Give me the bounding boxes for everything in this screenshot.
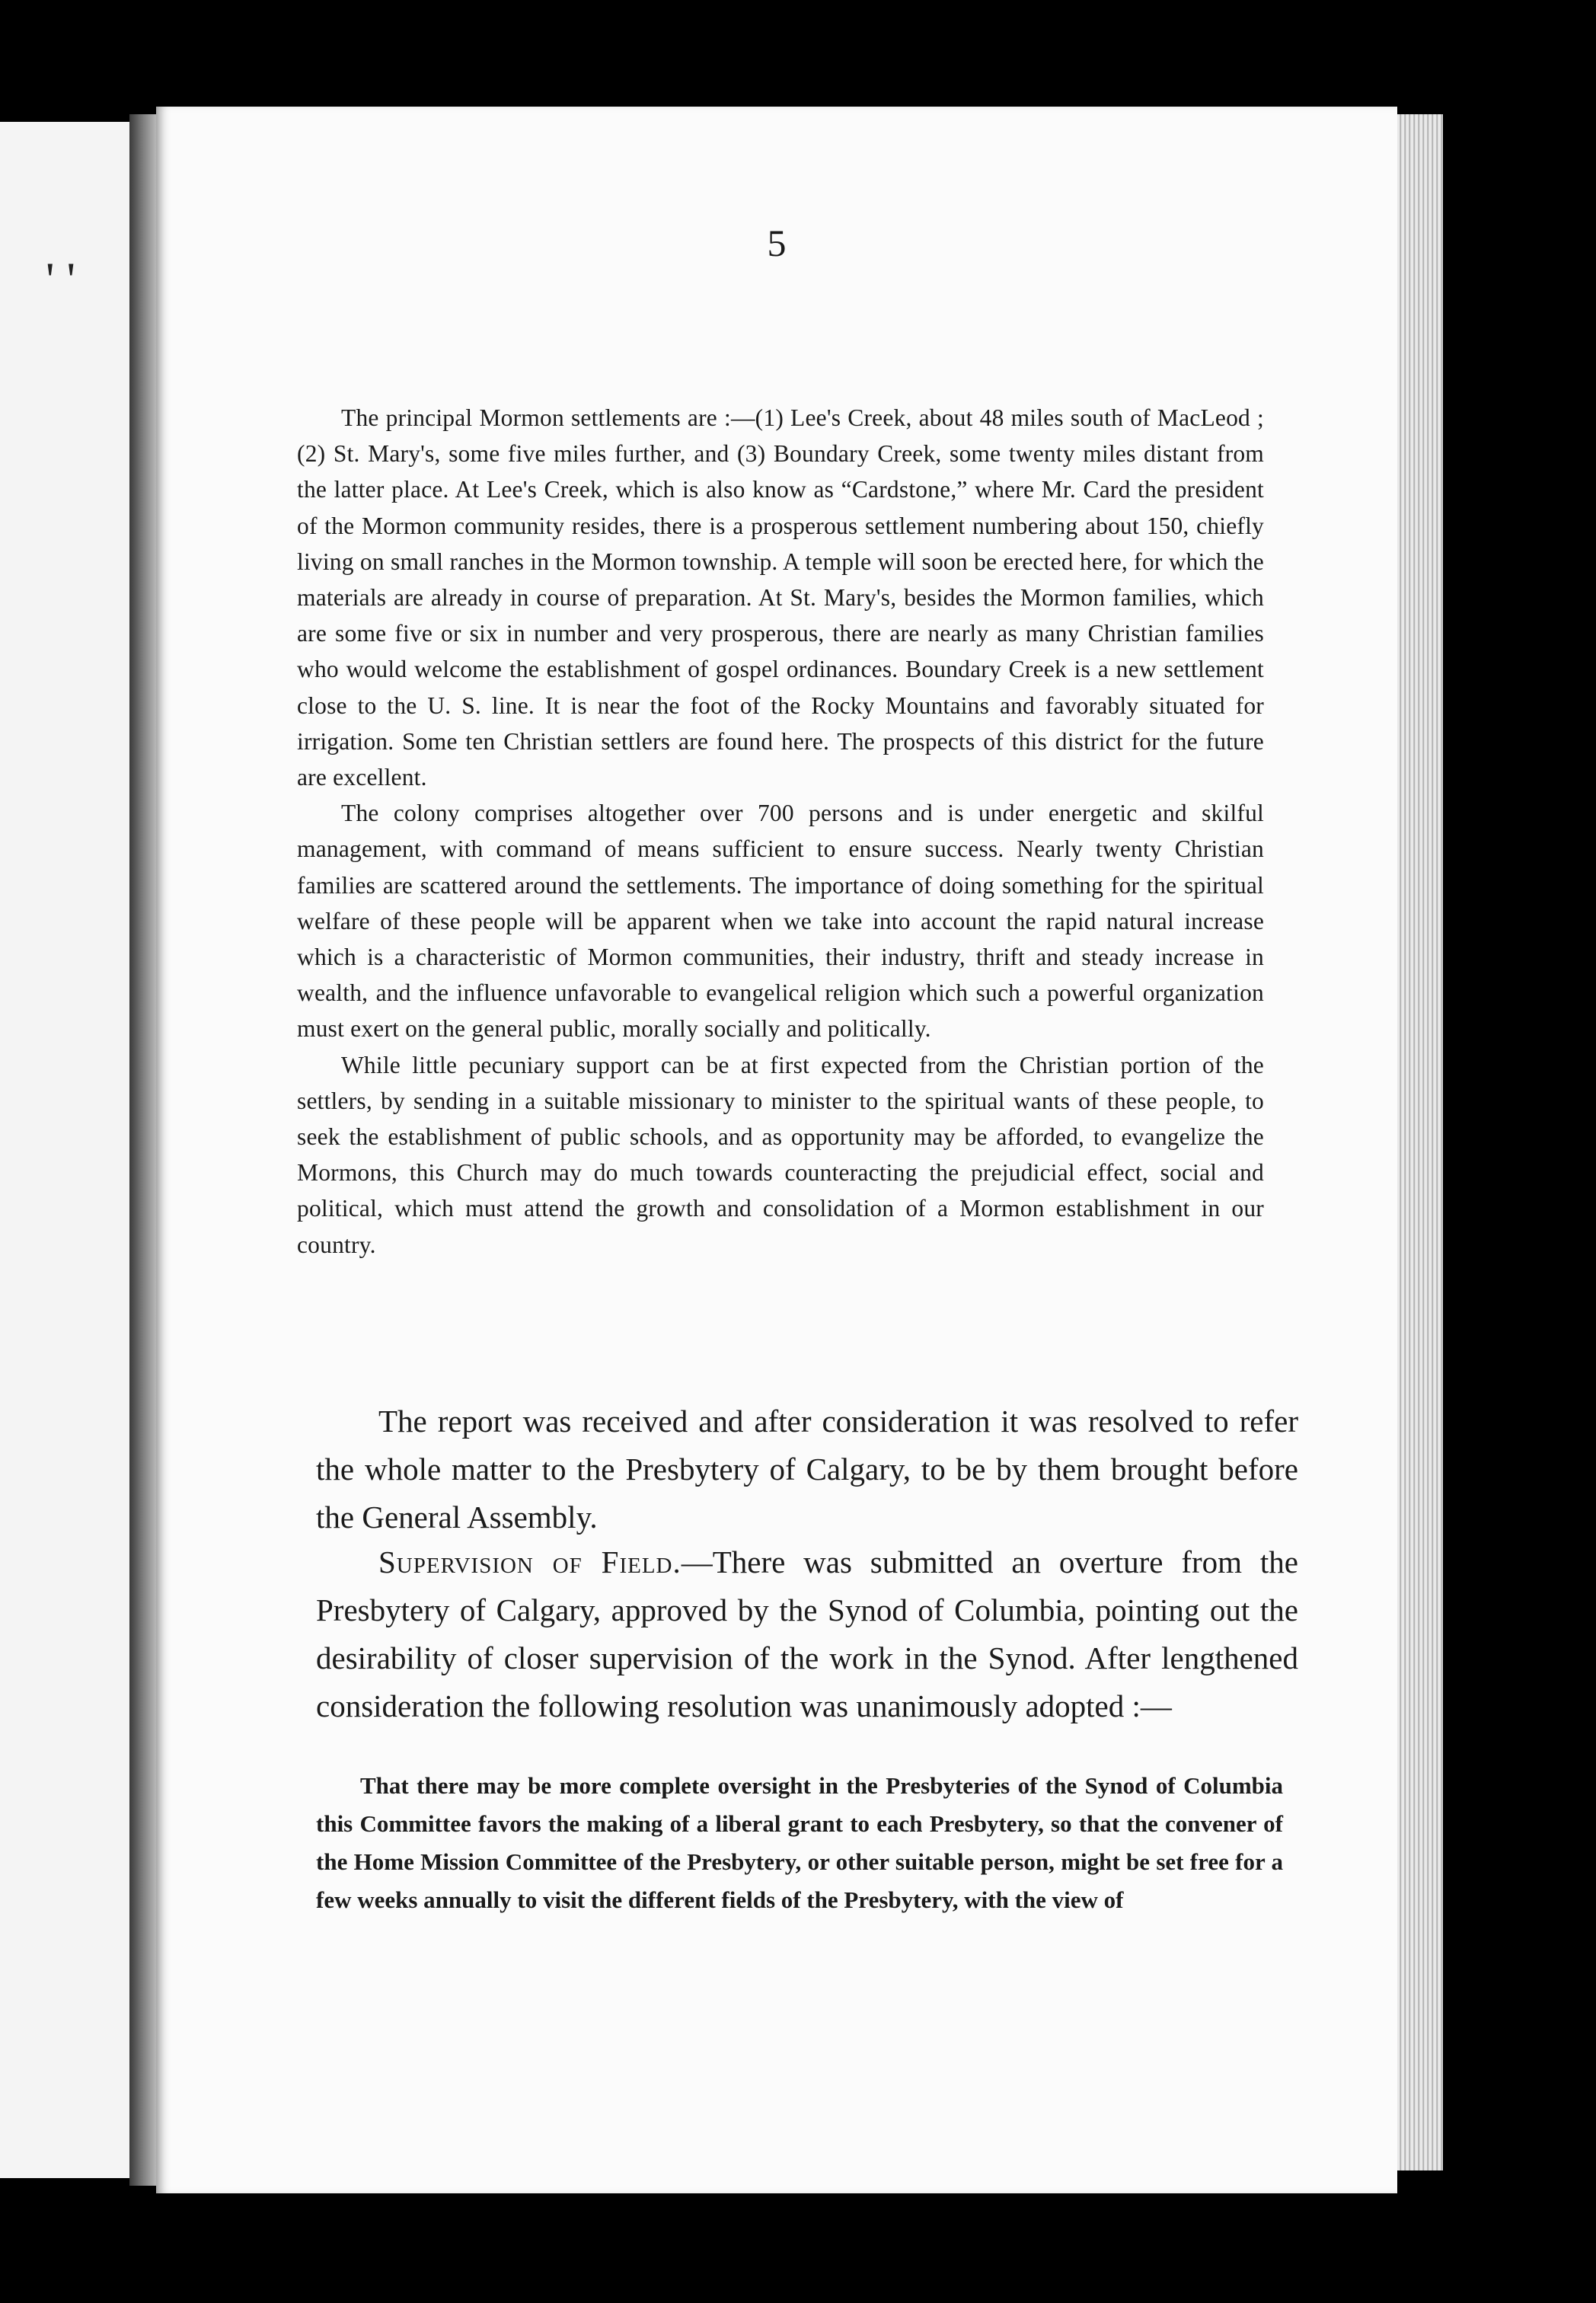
minute-text bbox=[316, 1397, 1298, 1541]
report-paragraph-2: The colony comprises altogether over 700 persons and is under energetic and skilful management, with command of means sufficient to ensure success. Nearly twenty Christian families are scattered around the settlements. The importance of doing something for the spiritual welfare of these people will be apparent when we take into account the rapid natural increase which is a characteristic of Mormon communities, their industry, thrift and steady increase in wealth, and the influence unfavorable to evangelical religion which such a powerful organization must exert on the general public, morally socially and politically. bbox=[297, 800, 1264, 1043]
facing-page-mark: ' ' bbox=[46, 252, 76, 306]
report-paragraph-3: While little pecuniary support can be at first expected from the Christian portion of the settlers, by sending in a suitable missionary to minister to the spiritual wants of these people, to seek the establishment of public schools, and as opportunity may be afforded, to evangelize the Mormons, this Church may do much towards counteracting the prejudicial effect, social and political, which must attend the growth and consolidation of a Mormon establishment in our country. bbox=[297, 1051, 1264, 1258]
supervision-text: —There was submitted an overture from the Presbytery of Calgary, approved by the Synod of Columbia, pointing out the desirability of closer supervision of the work in the Synod. After lengthened consideration the following resolution was unanimously adopted :— bbox=[316, 1544, 1298, 1723]
supervision-heading: Supervision of Field. bbox=[378, 1544, 681, 1580]
report-paragraph-1: The principal Mormon settlements are :—(1) Lee's Creek, about 48 miles south of MacLeod ; (2) St. Mary's, some five miles further, and (3) Boundary Creek, some twenty miles distant from the latter place. At Lee's Creek, which is also know as “Cardstone,” where Mr. Card the president of the Mormon community resides, there is a prosperous settlement numbering about 150, chiefly living on small ranches in the Mormon township. A temple will soon be erected here, for which the materials are already in course of preparation. At St. Mary's, besides the Mormon families, which are some five or six in number and very prosperous, there are nearly as many Christian families who would welcome the establishment of gospel ordinances. Boundary Creek is a new settlement close to the U. S. line. It is near the foot of the Rocky Mountains and favorably situated for irrigation. Some ten Christian settlers are found here. The prospects of this district for the future are excellent. bbox=[297, 404, 1264, 791]
supervision-paragraph bbox=[316, 1538, 1298, 1730]
report-text bbox=[297, 400, 1264, 1263]
page-number: 5 bbox=[767, 222, 787, 264]
supervision-section bbox=[316, 1538, 1298, 1730]
page-edges bbox=[1397, 114, 1443, 2170]
minute-paragraph: The report was received and after consideration it was resolved to refer the whole matter to the Presbytery of Calgary, to be by them brought before the General Assembly. bbox=[316, 1404, 1298, 1535]
document-page bbox=[156, 107, 1397, 2193]
resolution-paragraph: That there may be more complete oversight in the Presbyteries of the Synod of Columbia this Committee favors the making of a liberal grant to each Presbytery, so that the convener of the Home Mission Committee of the Presbytery, or other suitable person, might be set free for a few weeks annually to visit the different fields of the Presbytery, with the view of bbox=[316, 1772, 1283, 1913]
facing-page-left bbox=[0, 122, 132, 2178]
resolution-text bbox=[316, 1767, 1283, 1919]
book-gutter bbox=[129, 114, 160, 2186]
